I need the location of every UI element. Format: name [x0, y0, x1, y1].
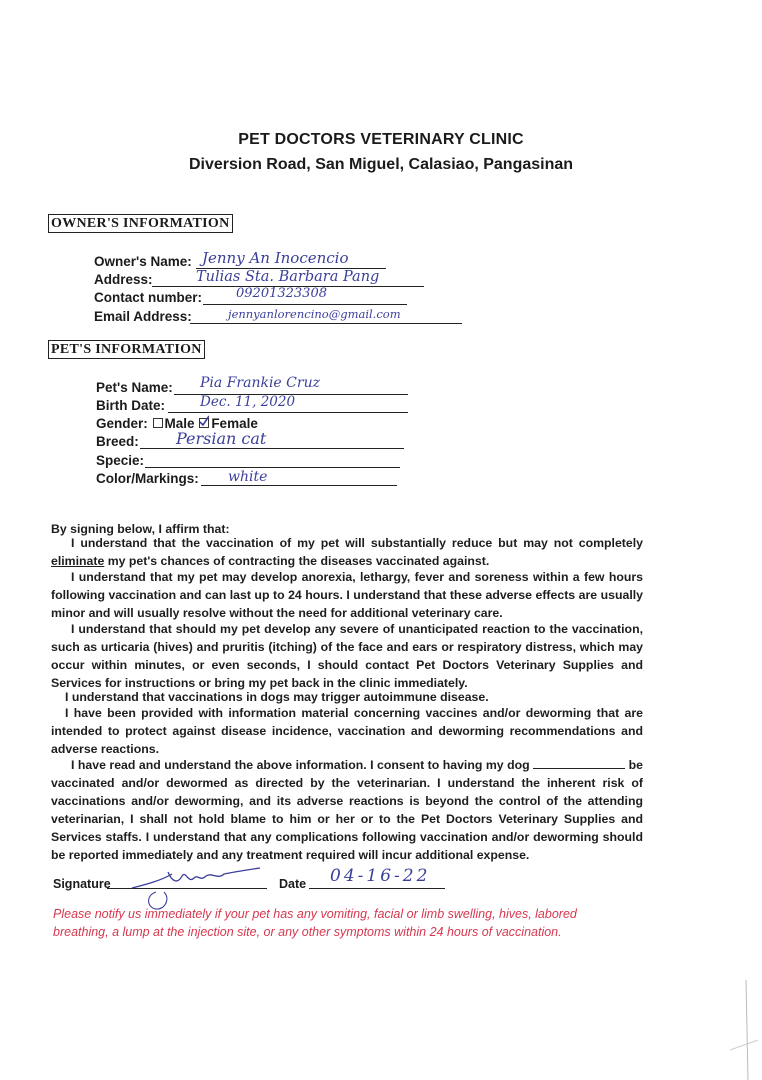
owner-section-title: OWNER'S INFORMATION [48, 214, 233, 233]
date-label: Date [279, 877, 307, 891]
eliminate-word: eliminate [51, 554, 105, 568]
clinic-address: Diversion Road, San Miguel, Calasiao, Pangasinan [188, 156, 574, 173]
specie-label: Specie: [96, 453, 145, 468]
check-mark-icon [199, 415, 209, 427]
date-line[interactable] [309, 888, 445, 889]
date-value: 04-16-22 [330, 866, 431, 886]
email-value: jennyanlorencino@gmail.com [228, 307, 401, 321]
female-label: Female [211, 416, 258, 431]
color-markings-line[interactable] [201, 485, 397, 486]
breed-label: Breed: [96, 434, 139, 449]
consent-paragraph-1: I understand that the vaccination of my pet will substantially reduce but may not completely eliminate my pet's chances of contracting the diseases vaccinated against. [51, 536, 643, 568]
consent-paragraph-6: I have read and understand the above information. I consent to having my dog be vaccinated and/or dewormed as directed by the veterinarian. I understand the inherent risk of vaccinations and/or deworming, and its adverse reactions is beyond the control of the attending veterinarian, I shall not hold blame to him or her or to the Pet Doctors Veterinary Supplies and Services staffs. I understand that any complications following vaccination and/or deworming should be reported immediately and any treatment required will incur additional expense. [51, 758, 643, 862]
color-markings-label: Color/Markings: [96, 471, 199, 486]
male-label: Male [164, 416, 195, 431]
female-checkbox[interactable] [199, 418, 209, 428]
consent-intro: By signing below, I affirm that: [51, 522, 230, 536]
post-vaccination-note: Please notify us immediately if your pet has any vomiting, facial or limb swelling, hives, labored breathing, a lump at the injection site, or any other symptoms within 24 hours of vaccination. [53, 907, 577, 939]
contact-label: Contact number: [94, 290, 202, 305]
dog-name-blank[interactable] [533, 758, 625, 769]
contact-line[interactable] [203, 304, 407, 305]
email-label: Email Address: [94, 309, 192, 324]
male-checkbox[interactable] [153, 418, 163, 428]
birth-date-value: Dec. 11, 2020 [200, 394, 296, 410]
pet-name-label: Pet's Name: [96, 380, 173, 395]
consent-paragraph-3: I understand that should my pet develop any severe of unanticipated reaction to the vaccination, such as urticaria (hives) and pruritis (itching) of the face and ears or respiratory distress, which may occur within minutes, or even seconds, I should contact Pet Doctors Veterinary Supplies and Services for instructions or bring my pet back in the clinic immediately. [51, 622, 643, 690]
signature-label: Signature [53, 877, 111, 891]
gender-label: Gender: [96, 416, 148, 431]
email-line[interactable] [190, 323, 462, 324]
consent-paragraph-4: I understand that vaccinations in dogs may trigger autoimmune disease. [65, 690, 489, 704]
specie-line[interactable] [145, 467, 400, 468]
birth-date-label: Birth Date: [96, 398, 166, 413]
consent-paragraph-2: I understand that my pet may develop anorexia, lethargy, fever and soreness within a few hours following vaccination and can last up to 24 hours. I understand that these adverse effects are usually minor and will usually resolve without the need for additional veterinary care. [51, 570, 643, 620]
contact-value: 09201323308 [236, 286, 327, 301]
color-markings-value: white [228, 469, 268, 485]
birth-date-line[interactable] [168, 412, 408, 413]
owner-name-value: Jenny An Inocencio [202, 249, 349, 267]
pet-section-title: PET'S INFORMATION [48, 340, 205, 359]
breed-line[interactable] [140, 448, 404, 449]
breed-value: Persian cat [176, 429, 267, 448]
page-edge-mark-icon [730, 980, 760, 1080]
owner-name-label: Owner's Name: [94, 254, 192, 269]
address-value: Tulias Sta. Barbara Pang [196, 269, 380, 285]
consent-paragraph-5: I have been provided with information material concerning vaccines and/or deworming that are intended to protect against disease incidence, vaccination and deworming recommendations and adverse reactions. [51, 706, 643, 756]
clinic-name: PET DOCTORS VETERINARY CLINIC [238, 131, 524, 148]
pet-name-value: Pia Frankie Cruz [200, 375, 320, 391]
address-label: Address: [94, 272, 153, 287]
